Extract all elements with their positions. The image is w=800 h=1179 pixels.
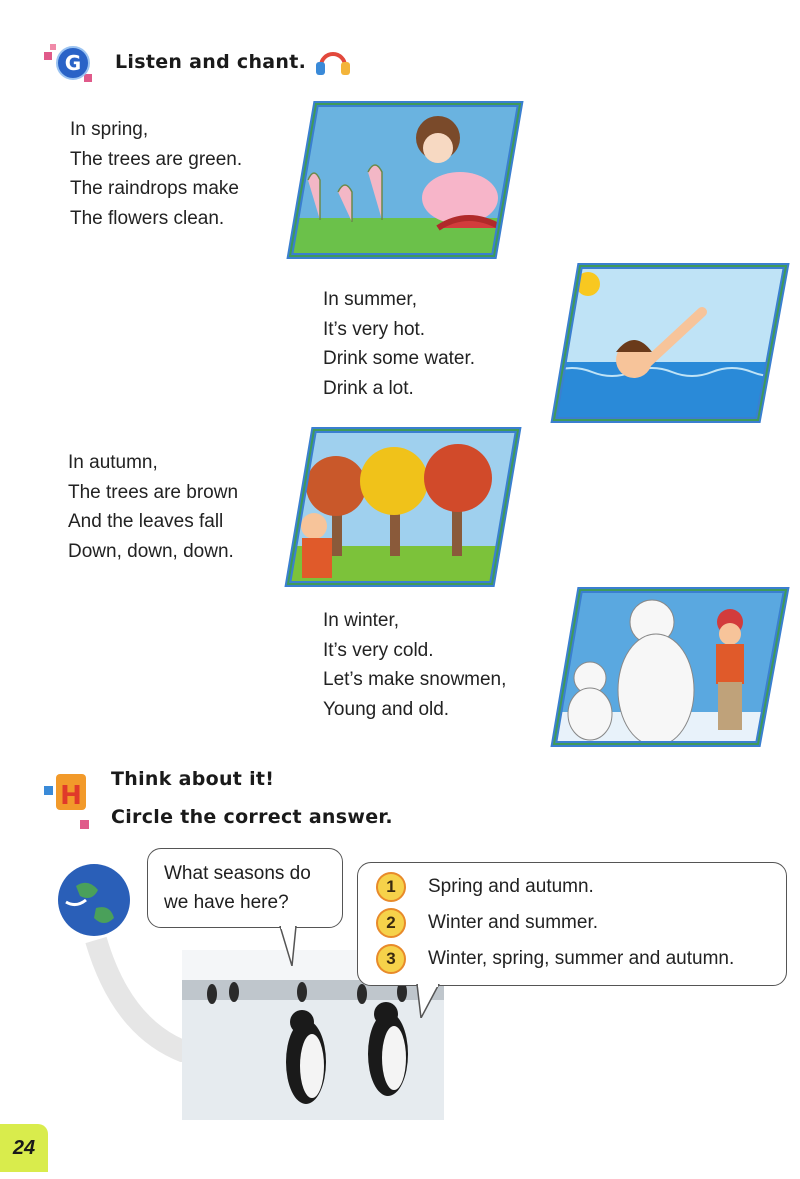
- autumn-picture: [286, 426, 520, 588]
- answer-bubble-tail: [415, 984, 455, 1018]
- headphones-icon: [313, 44, 353, 78]
- poem-line: The trees are brown: [68, 481, 239, 503]
- option-text: Winter, spring, summer and autumn.: [428, 948, 735, 969]
- section-h-title: Think about it!: [111, 768, 275, 790]
- section-h-letter: H: [60, 781, 82, 811]
- poem-line: In summer,: [323, 289, 417, 310]
- poem-line: The raindrops make: [70, 178, 239, 199]
- answer-option-1[interactable]: [376, 872, 594, 902]
- answer-option-3[interactable]: [376, 944, 734, 974]
- question-line: we have here?: [164, 892, 289, 913]
- option-text: Winter and summer.: [428, 912, 598, 933]
- winter-picture: [552, 586, 788, 748]
- poem-line: It’s very hot.: [323, 318, 426, 340]
- section-h-instruction: Circle the correct answer.: [111, 806, 393, 828]
- poem-winter: [323, 606, 506, 724]
- poem-line: Drink a lot.: [323, 377, 414, 399]
- option-number-badge: 2: [376, 908, 406, 938]
- poem-spring: [70, 115, 242, 233]
- poem-line: Young and old.: [323, 698, 450, 720]
- poem-line: Down, down, down.: [68, 540, 234, 562]
- option-number-badge: 1: [376, 872, 406, 902]
- poem-line: In autumn,: [68, 452, 158, 473]
- section-g-badge: [44, 40, 96, 86]
- poem-autumn: [68, 448, 238, 566]
- poem-line: The flowers clean.: [70, 207, 225, 229]
- question-bubble-tail: [278, 926, 300, 966]
- poem-line: Let’s make snowmen,: [323, 669, 507, 690]
- section-g-title: Listen and chant.: [115, 51, 307, 73]
- question-bubble: [147, 848, 343, 928]
- summer-picture: [552, 262, 788, 424]
- poem-line: The trees are green.: [70, 148, 243, 170]
- section-g-letter: G: [64, 51, 82, 75]
- poem-line: In winter,: [323, 610, 400, 631]
- poem-line: And the leaves fall: [68, 511, 224, 532]
- page-number: 24: [0, 1124, 48, 1172]
- poem-line: In spring,: [70, 119, 149, 140]
- section-h-badge: [44, 768, 96, 834]
- question-line: What seasons do: [164, 863, 311, 884]
- answer-option-2[interactable]: [376, 908, 598, 938]
- option-number-badge: 3: [376, 944, 406, 974]
- answer-bubble: [357, 862, 787, 986]
- poem-line: It’s very cold.: [323, 639, 434, 661]
- poem-summer: [323, 285, 475, 403]
- option-text: Spring and autumn.: [428, 876, 594, 897]
- spring-picture: [288, 100, 522, 260]
- poem-line: Drink some water.: [323, 348, 476, 369]
